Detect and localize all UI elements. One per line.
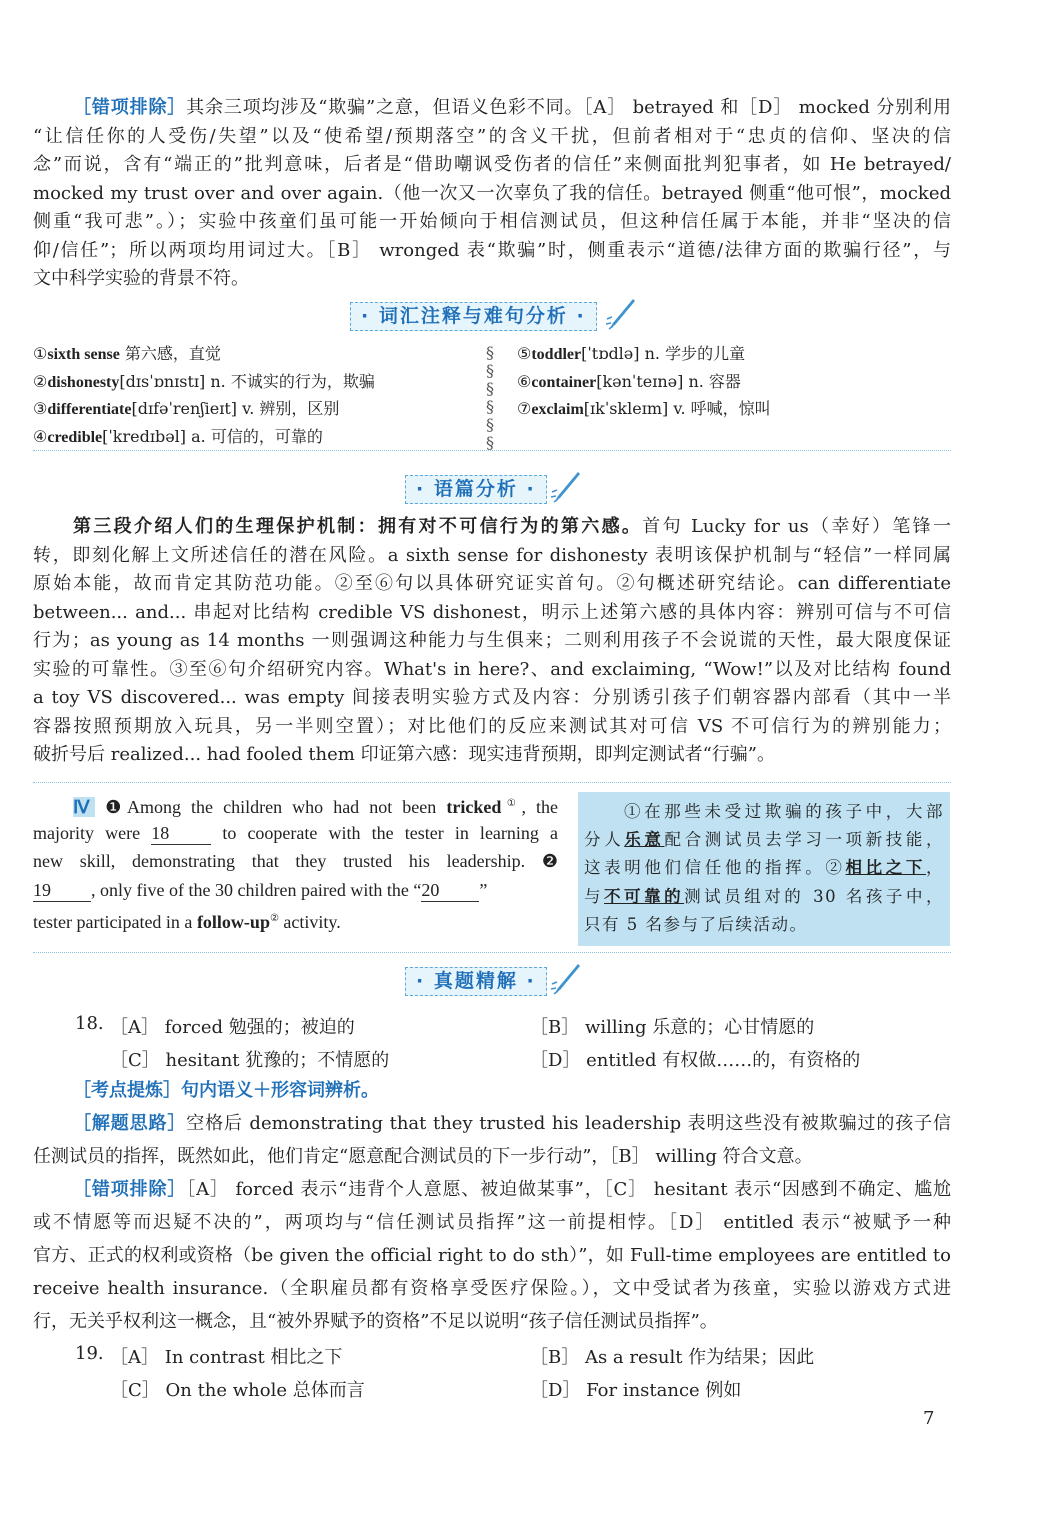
text-line (584, 826, 944, 854)
text-segment: 或不情愿等而迟疑不决的”，两项均与“信任测试员指挥”这一前提相悖。［D］ entitled 表示“被赋予一种 (33, 1212, 951, 1233)
highlighted-phrase: 乐意 (624, 830, 665, 850)
text-segment: 行，无关乎权利这一概念，且“被外界赋予的资格”不足以说明“孩子信任测试员指挥”。 (33, 1311, 718, 1332)
vocab-word: exclaim (531, 401, 584, 418)
vocab-word: follow-up (196, 911, 270, 932)
highlighted-phrase: 不可靠的 (604, 886, 685, 906)
text-segment: 行为；as young as 14 months 一则强调这种能力与生俱来；二则利用孩子不会说谎的天性，最大限度保证 (33, 630, 951, 651)
text-segment: 容器按照预期放入玩具，另一半则空置）；对比他们的反应来测试其对可信 VS 不可信行为的辨别能力； (33, 715, 951, 737)
paragraph-number: Ⅳ (73, 797, 96, 817)
text-segment: 任测试员的指挥，既然如此，他们肯定“愿意配合测试员的下一步行动”，［B］ willing 符合文意。 (33, 1146, 813, 1167)
error-elimination-paragraph (33, 94, 951, 294)
vocab-item (517, 341, 771, 369)
passage-text: Among the children who had not been (126, 797, 447, 817)
text-segment: mocked my trust over and over again.（他一次又一次辜负了我的信任。betrayed 侧重“他可恨”，mocked (33, 182, 951, 204)
vocab-item (517, 369, 771, 397)
pen-icon (603, 297, 637, 331)
option-a: ［A］ forced 勉强的；被迫的 (110, 1017, 355, 1038)
text-segment: 测试员组对的 30 名孩子中， (684, 886, 944, 906)
text-line (33, 1140, 951, 1173)
text-segment: 空格后 demonstrating that they trusted his leadership 表明这些没有被欺骗过的孩子信 (186, 1113, 951, 1134)
option-a: ［A］ In contrast 相比之下 (110, 1347, 343, 1368)
text-segment: 其余三项均涉及“欺骗”之意，但语义色彩不同。［A］ betrayed 和［D］ mocked 分别利用 (186, 97, 952, 118)
option-d: ［D］ entitled 有权做……的，有资格的 (530, 1050, 861, 1071)
vocab-word: container (531, 373, 597, 391)
question-18-number: 18. (75, 1013, 104, 1034)
text-line (33, 1305, 951, 1338)
vocab-num: ② (33, 371, 48, 391)
vocab-item (33, 369, 375, 397)
text-segment: receive health insurance.（全职雇员都有资格享受医疗保险。），文中受试者为孩童，实验以游戏方式进 (33, 1278, 951, 1299)
vocab-list-right (517, 341, 771, 424)
section-header-vocab: · 词汇注释与难句分析 · (350, 302, 597, 331)
question-19-number: 19. (75, 1343, 104, 1364)
vocab-rest: [kənˈteɪnə] n. 容器 (596, 371, 741, 391)
section-label: ［解题思路］ (73, 1113, 187, 1134)
vocab-item (33, 396, 375, 424)
text-line (33, 1206, 951, 1239)
vocab-rest: [ˈkredɪbəl] a. 可信的，可靠的 (102, 426, 323, 446)
text-line (33, 570, 951, 599)
text-line (33, 741, 951, 770)
section-label: ［错项排除］ (73, 97, 187, 118)
text-segment: 第三段介绍人们的生理保护机制：拥有对不可信行为的第六感。 (73, 516, 643, 537)
vocab-item (33, 424, 375, 452)
vocab-num: ⑦ (517, 399, 532, 418)
blank-20: 20 (421, 879, 479, 902)
text-line (584, 911, 944, 939)
passage-excerpt (33, 790, 558, 933)
divider (33, 952, 951, 953)
vocab-rest: 第六感，直觉 (119, 344, 221, 363)
vocab-num: ④ (33, 426, 48, 446)
blank-18: 18 (151, 822, 211, 845)
highlighted-phrase: 相比之下 (845, 858, 927, 878)
vocab-num: ⑤ (517, 344, 532, 363)
text-line (33, 123, 951, 152)
sentence-number-1: ❶ (105, 797, 127, 817)
text-segment: 实验的可靠性。③至⑥句介绍研究内容。What's in here?、and exclaiming, “Wow!”以及对比结构 found (33, 658, 951, 680)
text-segment: between... and... 串起对比结构 credible VS dishonest，明示上述第六感的具体内容：辨别可信与不可信 (33, 601, 951, 623)
text-line (584, 854, 944, 882)
text-segment: 原始本能，故而肯定其防范功能。②至⑥句以具体研究证实首句。②句概述研究结论。can differentiate (33, 573, 951, 594)
divider (33, 782, 951, 783)
passage-text: activity. (278, 911, 341, 932)
text-line (33, 513, 951, 542)
passage-text: to cooperate with the tester in learning a (222, 822, 559, 843)
text-segment: 只有 5 名参与了后续活动。 (584, 914, 808, 934)
text-segment: 分人 (584, 830, 625, 850)
wavy-divider: § § § § § § (486, 343, 494, 452)
section-header-exam: · 真题精解 · (405, 967, 547, 996)
text-segment: 文中科学实验的背景不符。 (33, 268, 249, 289)
vocab-num: ③ (33, 399, 48, 418)
text-line (33, 151, 951, 180)
text-segment: 这表明他们信任他的指挥。② (584, 858, 846, 878)
text-line (584, 798, 944, 826)
text-line (33, 1107, 951, 1140)
text-segment: 转，即刻化解上文所述信任的潜在风险。a sixth sense for dishonesty 表明该保护机制与“轻信”一样同属 (33, 544, 951, 566)
passage-text: new skill, demonstrating that they trusted his leadership. (33, 851, 526, 872)
vocab-num: ⑥ (517, 371, 532, 391)
text-line (33, 1239, 951, 1272)
text-line (33, 180, 951, 209)
text-segment: 破折号后 realized... had fooled them 印证第六感：现实违背预期，即判定测试者“行骗”。 (33, 744, 775, 765)
sentence-number-2: ❷ (541, 851, 558, 872)
text-segment: “让信任你的人受伤/失望”以及“使希望/预期落空”的含义干扰，但前者相对于“忠贞的信仰、坚决的信 (33, 125, 951, 147)
vocab-word: tricked (446, 797, 502, 817)
vocab-rest: [ɪkˈskleɪm] v. 呼喊，惊叫 (583, 399, 771, 418)
option-b: ［B］ willing 乐意的；心甘情愿的 (530, 1017, 815, 1038)
text-segment: 配合测试员去学习一项新技能， (664, 830, 945, 850)
vocab-rest: [dɪsˈɒnɪstɪ] n. 不诚实的行为，欺骗 (119, 371, 375, 391)
blank-19: 19 (33, 879, 91, 902)
pen-icon (548, 962, 582, 996)
divider (33, 450, 951, 451)
text-segment: 仰/信任”；所以两项均用词过大。［B］ wronged 表“欺骗”时，侧重表示“道德/法律方面的欺骗行径”，与 (33, 239, 951, 261)
option-c: ［C］ On the whole 总体而言 (110, 1380, 365, 1401)
discourse-analysis-paragraph (33, 513, 951, 770)
passage-text: , only five of the 30 children paired with the “ (91, 880, 422, 901)
text-line (33, 713, 951, 742)
text-line (33, 1272, 951, 1305)
text-segment: ， (926, 858, 945, 878)
text-line (33, 1074, 951, 1107)
text-line (33, 208, 951, 237)
vocab-word: sixth sense (47, 346, 120, 363)
text-segment: 念”而说，含有“端正的”批判意味，后者是“借助嘲讽受伤者的信任”来侧面批判犯事者，如 He betrayed/ (33, 154, 951, 175)
text-segment: ①在那些未受过欺骗的孩子中，大部 (624, 802, 944, 821)
vocab-item (33, 341, 375, 369)
text-segment: ［A］ forced 表示“违背个人意愿、被迫做某事”，［C］ hesitant 表示“因感到不确定、尴尬 (186, 1179, 952, 1200)
option-d: ［D］ For instance 例如 (530, 1380, 742, 1401)
page-number: 7 (923, 1408, 935, 1429)
text-line (584, 883, 944, 911)
passage-text: , the (521, 797, 559, 817)
vocab-item (517, 396, 771, 424)
text-segment: 官方、正式的权利或资格（be given the official right to do sth）”，如 Full-time employees are entitled to (33, 1245, 951, 1266)
text-segment: 侧重“我可悲”。）；实验中孩童们虽可能一开始倾向于相信测试员，但这种信任属于本能，并非“坚决的信 (33, 211, 951, 232)
text-line (33, 599, 951, 628)
text-line (33, 684, 951, 713)
text-line (33, 265, 951, 294)
footnote-mark: ② (269, 912, 279, 924)
answer-explanation (33, 1074, 951, 1338)
translation-box (578, 792, 950, 946)
text-line (33, 627, 951, 656)
vocab-word: differentiate (47, 401, 132, 418)
option-b: ［B］ As a result 作为结果；因此 (530, 1347, 815, 1368)
pen-icon (548, 470, 582, 504)
option-c: ［C］ hesitant 犹豫的；不情愿的 (110, 1050, 390, 1071)
text-segment: 与 (584, 886, 605, 906)
vocab-rest: [ˈtɒdlə] n. 学步的儿童 (581, 344, 746, 363)
vocab-word: credible (47, 428, 103, 446)
vocab-word: toddler (531, 346, 582, 363)
vocab-word: dishonesty (47, 373, 120, 391)
text-segment: 首句 Lucky for us（幸好）笔锋一 (642, 516, 951, 537)
text-segment: a toy VS discovered... was empty 间接表明实验方式及内容：分别诱引孩子们朝容器内部看（其中一半 (33, 687, 951, 708)
text-line (33, 1173, 951, 1206)
passage-text: majority were (33, 822, 141, 843)
vocab-num: ① (33, 344, 48, 363)
section-label: ［考点提炼］句内语义＋形容词辨析。 (73, 1080, 379, 1101)
passage-text: tester participated in a (33, 911, 197, 932)
section-label: ［错项排除］ (73, 1179, 187, 1200)
text-line (33, 237, 951, 266)
footnote-mark: ① (501, 798, 522, 809)
vocab-list-left (33, 341, 375, 451)
passage-text: ” (479, 880, 488, 901)
text-line (33, 656, 951, 685)
section-header-discourse: · 语篇分析 · (405, 475, 547, 504)
vocab-rest: [dɪfəˈrenʃieɪt] v. 辨别，区别 (131, 399, 340, 418)
text-line (33, 94, 951, 123)
text-line (33, 542, 951, 571)
